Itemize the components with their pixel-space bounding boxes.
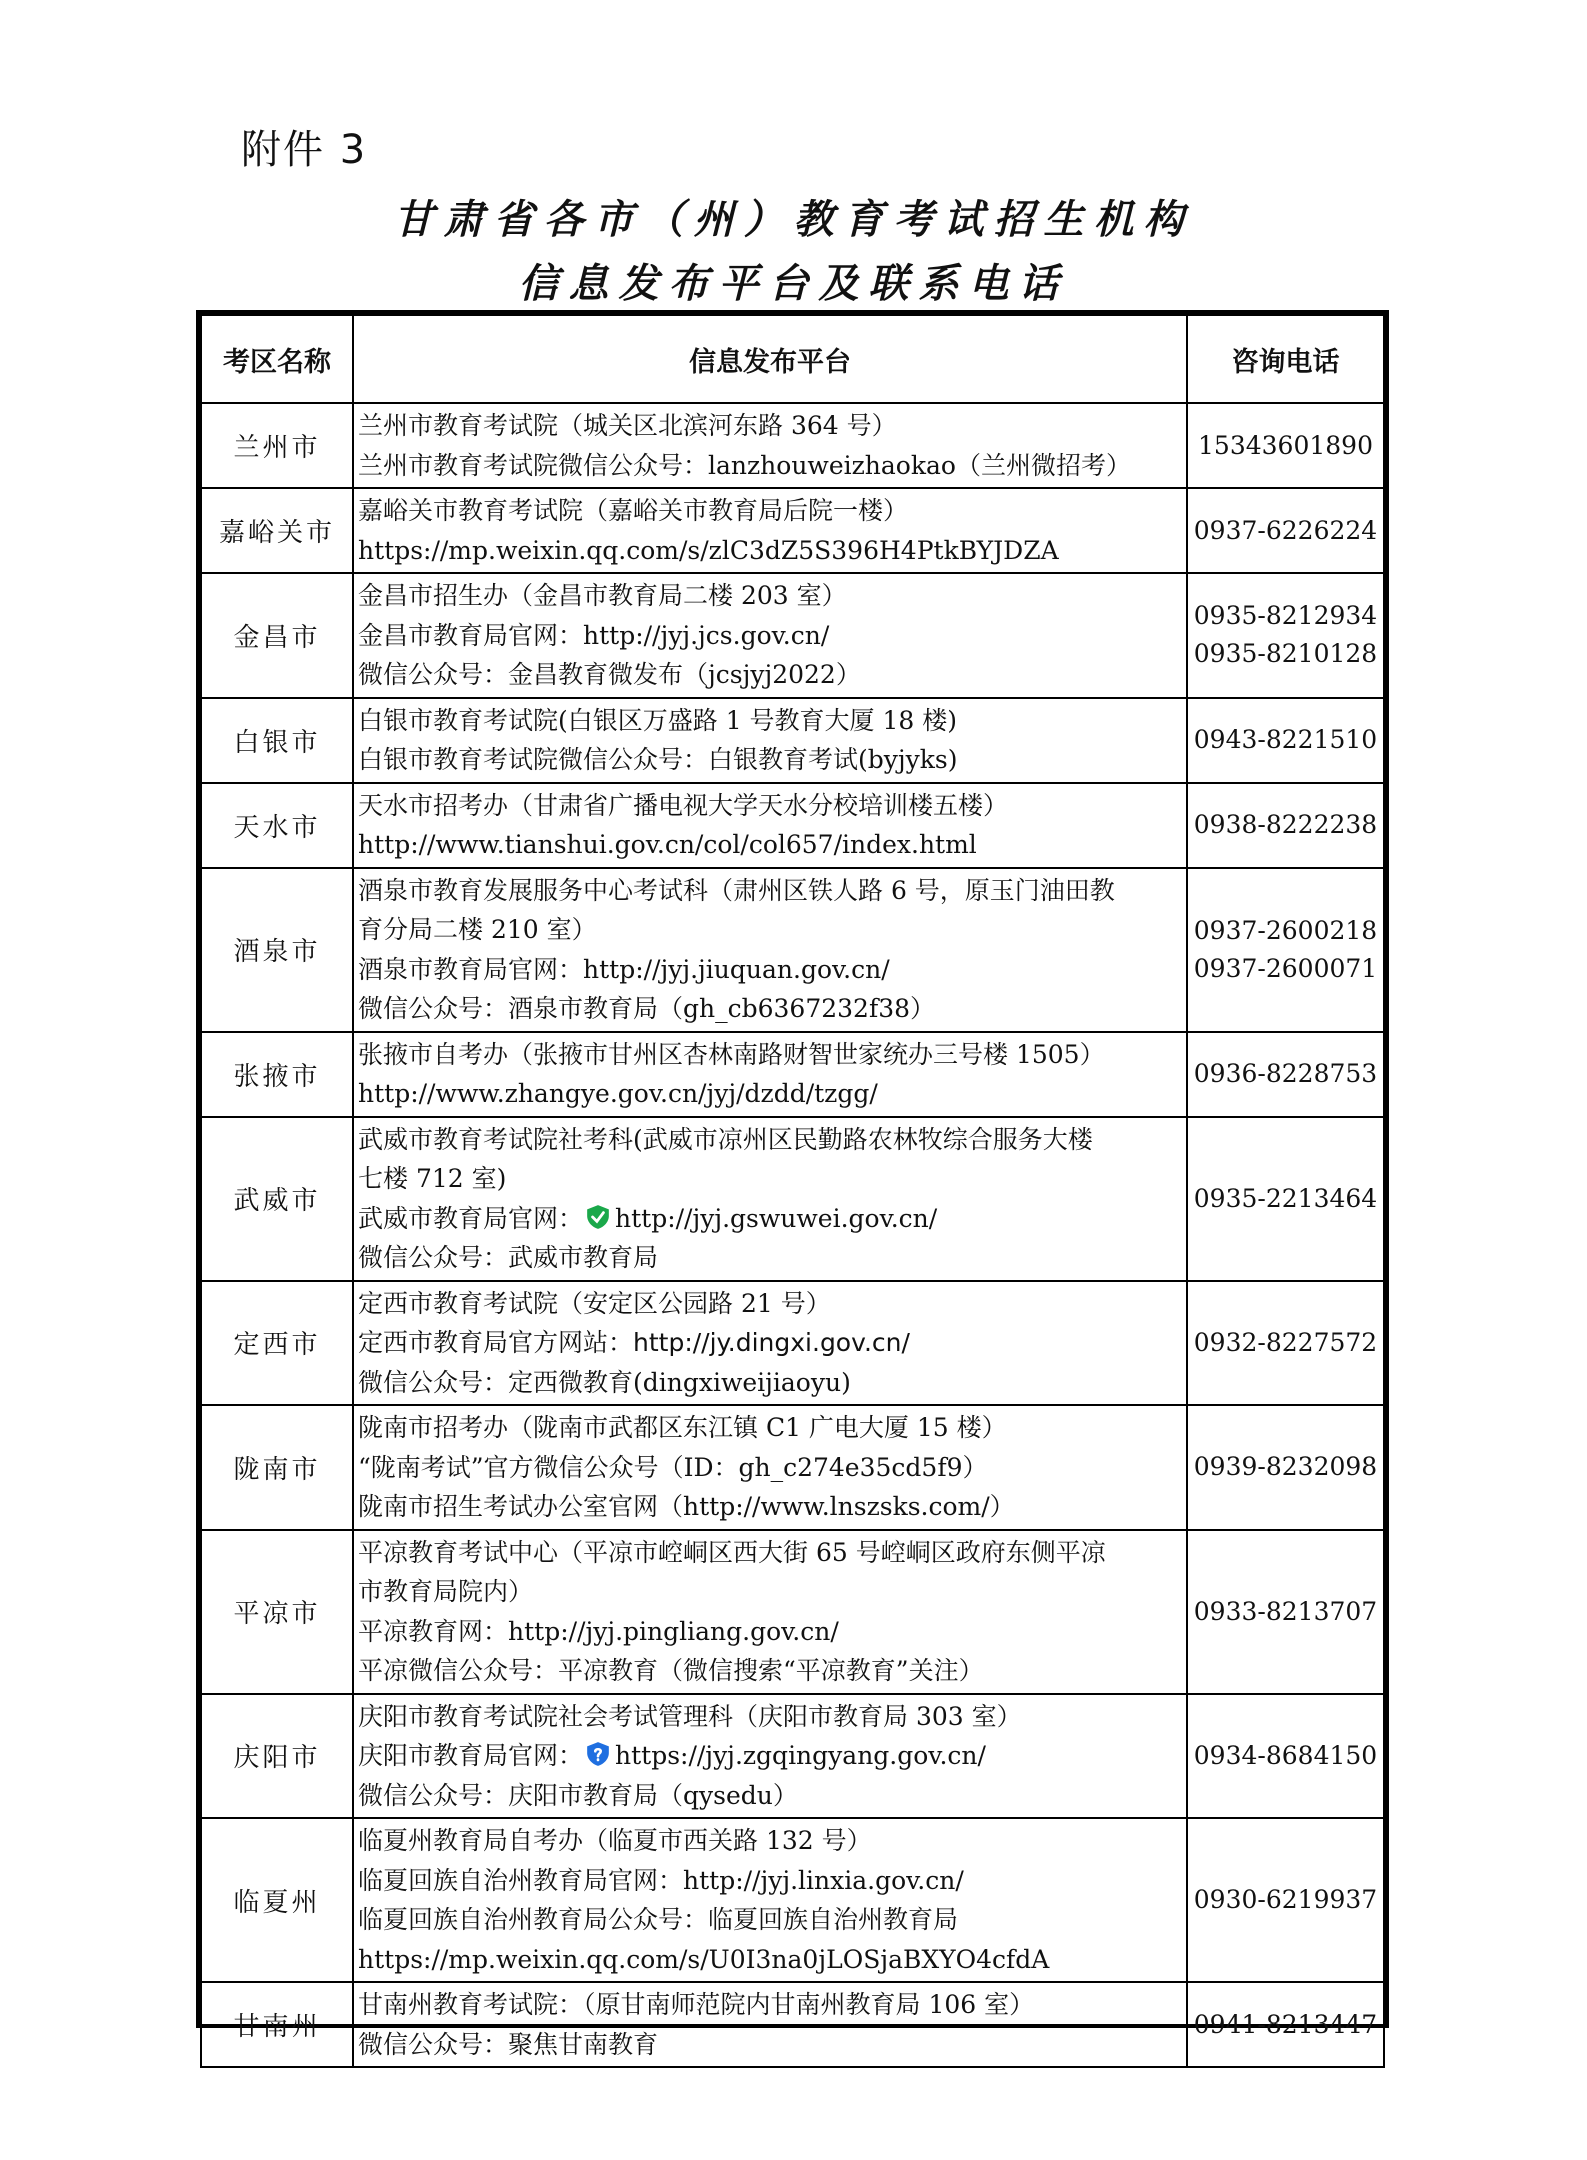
platform-line: 平凉教育网：http://jyj.pingliang.gov.cn/	[358, 1616, 839, 1646]
platform-line: http://www.tianshui.gov.cn/col/col657/index.html	[358, 830, 977, 859]
table-row	[201, 1818, 1384, 1982]
phone-number: 0943-8221510	[1193, 725, 1378, 754]
phone-number: 0935-8212934	[1193, 601, 1378, 631]
platform-line: 微信公众号：庆阳市教育局（qysedu）	[358, 1780, 798, 1810]
phone-cell	[1187, 488, 1384, 573]
platform-line: 陇南市招考办（陇南市武都区东江镇 C1 广电大厦 15 楼）	[358, 1413, 1007, 1442]
table-row	[201, 868, 1384, 1032]
phone-number: 0936-8228753	[1193, 1059, 1378, 1088]
region-cell: 酒泉市	[201, 868, 353, 1032]
table-row	[201, 1117, 1384, 1281]
platform-line: 甘南州教育考试院：（原甘南师范院内甘南州教育局 106 室）	[358, 1990, 1035, 2019]
region-cell: 甘南州	[201, 1982, 353, 2067]
shield-icon	[585, 1204, 611, 1230]
platform-line: 兰州市教育考试院微信公众号：lanzhouweizhaokao（兰州微招考）	[358, 450, 1131, 480]
platform-line: 育分局二楼 210 室）	[358, 915, 597, 944]
table-row	[201, 1530, 1384, 1694]
platform-cell	[353, 573, 1187, 698]
region-cell: 武威市	[201, 1117, 353, 1281]
attachment-label: 附件 3	[241, 127, 368, 173]
phone-number: 0935-2213464	[1193, 1183, 1378, 1213]
phone-cell	[1187, 403, 1384, 488]
platform-line: 市教育局院内）	[358, 1577, 534, 1606]
platform-line: 平凉教育考试中心（平凉市崆峒区西大街 65 号崆峒区政府东侧平凉	[358, 1537, 1106, 1567]
region-cell: 白银市	[201, 698, 353, 783]
platform-line: 陇南市招生考试办公室官网（http://www.lnszsks.com/）	[358, 1492, 1015, 1521]
region-cell: 兰州市	[201, 403, 353, 488]
platform-line: https://mp.weixin.qq.com/s/U0I3na0jLOSjaBXYO4cfdA	[358, 1944, 1050, 1974]
table-header-row	[201, 315, 1384, 403]
platform-cell	[353, 1117, 1187, 1281]
table-row	[201, 1982, 1384, 2067]
phone-cell	[1187, 1694, 1384, 1819]
phone-cell	[1187, 1982, 1384, 2067]
phone-cell	[1187, 1032, 1384, 1117]
platform-line: “陇南考试”官方微信公众号（ID：gh_c274e35cd5f9）	[358, 1452, 988, 1482]
table-row	[201, 1405, 1384, 1530]
header-phone: 咨询电话	[1187, 315, 1384, 403]
platform-line: 临夏回族自治州教育局官网：http://jyj.linxia.gov.cn/	[358, 1865, 964, 1895]
phone-number: 0941-8213447	[1193, 2009, 1378, 2039]
platform-cell	[353, 783, 1187, 868]
platform-cell	[353, 1281, 1187, 1406]
phone-number: 15343601890	[1198, 430, 1373, 460]
contact-table	[196, 310, 1389, 2059]
platform-line: 金昌市教育局官网：http://jyj.jcs.gov.cn/	[358, 620, 830, 650]
region-cell: 平凉市	[201, 1530, 353, 1694]
platform-cell	[353, 868, 1187, 1032]
table-row	[201, 573, 1384, 698]
platform-line: 武威市教育考试院社考科(武威市凉州区民勤路农林牧综合服务大楼	[358, 1124, 1093, 1154]
platform-line: 酒泉市教育发展服务中心考试科（肃州区铁人路 6 号，原玉门油田教	[358, 875, 1115, 905]
phone-cell	[1187, 1405, 1384, 1530]
platform-cell	[353, 1694, 1187, 1819]
header-platform: 信息发布平台	[353, 315, 1187, 403]
table-row	[201, 1032, 1384, 1117]
region-cell: 天水市	[201, 783, 353, 868]
phone-cell	[1187, 1818, 1384, 1982]
gov-site-url[interactable]: https://jyj.zgqingyang.gov.cn/	[615, 1741, 986, 1770]
platform-line: 微信公众号：酒泉市教育局（gh_cb6367232f38）	[358, 994, 936, 1023]
platform-line: http://www.zhangye.gov.cn/jyj/dzdd/tzgg/	[358, 1079, 878, 1108]
platform-cell	[353, 698, 1187, 783]
platform-cell	[353, 1405, 1187, 1530]
phone-number: 0934-8684150	[1193, 1740, 1378, 1770]
phone-number: 0930-6219937	[1193, 1885, 1378, 1914]
phone-number: 0937-2600218	[1193, 915, 1378, 945]
platform-line: 庆阳市教育考试院社会考试管理科（庆阳市教育局 303 室）	[358, 1701, 1022, 1731]
phone-cell	[1187, 698, 1384, 783]
platform-line: 微信公众号：金昌教育微发布（jcsjyj2022）	[358, 660, 861, 689]
phone-cell	[1187, 1281, 1384, 1406]
platform-line: 七楼 712 室)	[358, 1164, 507, 1193]
table-row	[201, 403, 1384, 488]
gov-site-label: 武威市教育局官网：	[358, 1203, 584, 1233]
phone-number: 0935-8210128	[1193, 639, 1378, 669]
table-row	[201, 488, 1384, 573]
gov-site-label: 庆阳市教育局官网：	[358, 1741, 584, 1770]
platform-line: 微信公众号：武威市教育局	[358, 1243, 659, 1272]
phone-cell	[1187, 1530, 1384, 1694]
platform-cell	[353, 1032, 1187, 1117]
platform-cell	[353, 403, 1187, 488]
platform-line: 微信公众号：定西微教育(dingxiweijiaoyu)	[358, 1367, 851, 1397]
table-row	[201, 698, 1384, 783]
platform-cell	[353, 1530, 1187, 1694]
platform-line: 定西市教育考试院（安定区公园路 21 号）	[358, 1288, 831, 1318]
region-cell: 临夏州	[201, 1818, 353, 1982]
shield-icon	[585, 1741, 611, 1767]
gov-site-label: 定西市教育局官方网站：	[358, 1328, 634, 1357]
phone-cell	[1187, 868, 1384, 1032]
platform-line: 天水市招考办（甘肃省广播电视大学天水分校培训楼五楼）	[358, 790, 1009, 820]
region-cell: 张掖市	[201, 1032, 353, 1117]
gov-site-line	[358, 1736, 1182, 1776]
phone-cell	[1187, 573, 1384, 698]
platform-cell	[353, 488, 1187, 573]
table-row	[201, 783, 1384, 868]
platform-line: 白银市教育考试院(白银区万盛路 1 号教育大厦 18 楼)	[358, 705, 958, 735]
document-subtitle: 信息发布平台及联系电话	[518, 260, 1069, 307]
header-region: 考区名称	[201, 315, 353, 403]
phone-number: 0937-2600071	[1193, 953, 1378, 983]
platform-line: 嘉峪关市教育考试院（嘉峪关市教育局后院一楼）	[358, 496, 909, 525]
platform-line: https://mp.weixin.qq.com/s/zlC3dZ5S396H4PtkBYJDZA	[358, 535, 1059, 565]
region-cell: 定西市	[201, 1281, 353, 1406]
table-row	[201, 1694, 1384, 1819]
phone-cell	[1187, 1117, 1384, 1281]
gov-site-line	[358, 1199, 1182, 1239]
platform-line: 金昌市招生办（金昌市教育局二楼 203 室）	[358, 581, 847, 610]
region-cell: 庆阳市	[201, 1694, 353, 1819]
phone-cell	[1187, 783, 1384, 868]
platform-cell	[353, 1982, 1187, 2067]
platform-line: 白银市教育考试院微信公众号：白银教育考试(byjyks)	[358, 745, 958, 774]
phone-number: 0938-8222238	[1193, 810, 1378, 839]
table-row	[201, 1281, 1384, 1406]
platform-line: 临夏州教育局自考办（临夏市西关路 132 号）	[358, 1826, 872, 1855]
phone-number: 0932-8227572	[1193, 1327, 1378, 1357]
region-cell: 金昌市	[201, 573, 353, 698]
phone-number: 0939-8232098	[1193, 1452, 1378, 1482]
platform-line: 酒泉市教育局官网：http://jyj.jiuquan.gov.cn/	[358, 954, 890, 984]
region-cell: 嘉峪关市	[201, 488, 353, 573]
phone-number: 0937-6226224	[1193, 515, 1378, 545]
platform-line: 平凉微信公众号：平凉教育（微信搜索“平凉教育”关注）	[358, 1656, 984, 1685]
document-title: 甘肃省各市（州）教育考试招生机构	[393, 196, 1194, 243]
platform-line: 张掖市自考办（张掖市甘州区杏林南路财智世家统办三号楼 1505）	[358, 1039, 1105, 1069]
platform-line: 兰州市教育考试院（城关区北滨河东路 364 号）	[358, 411, 897, 440]
platform-line: 临夏回族自治州教育局公众号：临夏回族自治州教育局	[358, 1905, 959, 1934]
platform-line: 微信公众号：聚焦甘南教育	[358, 2029, 659, 2059]
gov-site-url[interactable]: http://jyj.gswuwei.gov.cn/	[615, 1203, 938, 1233]
gov-site-line	[358, 1323, 1182, 1363]
region-cell: 陇南市	[201, 1405, 353, 1530]
phone-number: 0933-8213707	[1193, 1596, 1378, 1626]
gov-site-url[interactable]: http://jy.dingxi.gov.cn/	[633, 1328, 910, 1357]
platform-cell	[353, 1818, 1187, 1982]
